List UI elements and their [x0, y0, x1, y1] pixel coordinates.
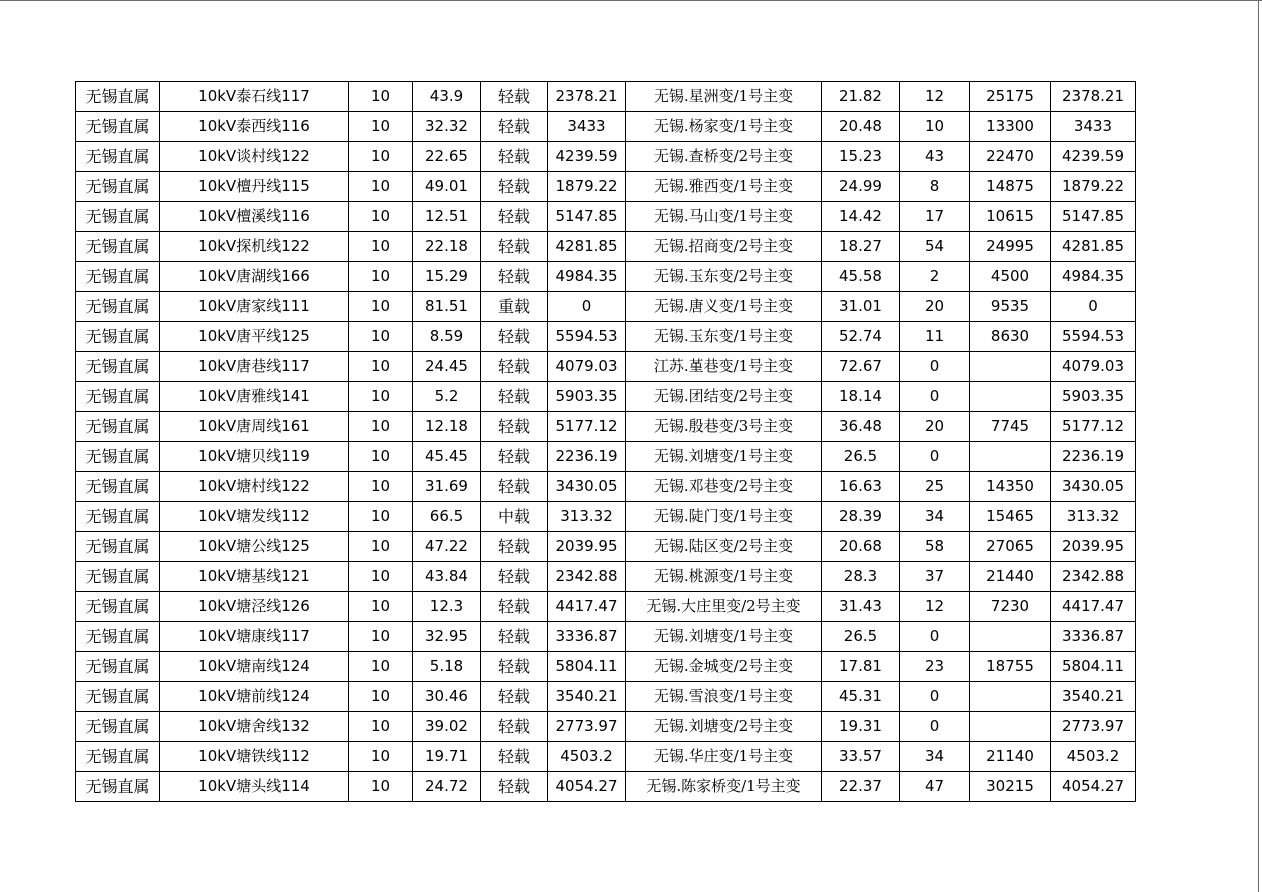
- table-row: [76, 82, 1136, 112]
- count-cell: 20: [900, 412, 970, 442]
- line-name-cell: 10kV塘康线117: [160, 622, 349, 652]
- load-status-cell: 轻载: [481, 472, 548, 502]
- table-row: [76, 202, 1136, 232]
- table-row: [76, 262, 1136, 292]
- voltage-cell: 10: [349, 352, 413, 382]
- load-rate-cell: 15.29: [413, 262, 481, 292]
- table-row: [76, 412, 1136, 442]
- transformer-load-rate-cell: 72.67: [822, 352, 900, 382]
- load-status-cell: 轻载: [481, 592, 548, 622]
- load-status-cell: 轻载: [481, 622, 548, 652]
- load-rate-cell: 30.46: [413, 682, 481, 712]
- unit-cell: 无锡直属: [76, 232, 160, 262]
- transformer-cell: 无锡.团结变/2号主变: [626, 382, 822, 412]
- line-name-cell: 10kV檀溪线116: [160, 202, 349, 232]
- available-capacity-cell: 5594.53: [548, 322, 626, 352]
- transformer-cell: 无锡.大庄里变/2号主变: [626, 592, 822, 622]
- unit-cell: 无锡直属: [76, 202, 160, 232]
- transformer-cell: 无锡.雪浪变/1号主变: [626, 682, 822, 712]
- load-rate-cell: 24.45: [413, 352, 481, 382]
- transformer-cell: 无锡.陈家桥变/1号主变: [626, 772, 822, 802]
- voltage-cell: 10: [349, 562, 413, 592]
- transformer-cell: 无锡.邓巷变/2号主变: [626, 472, 822, 502]
- load-status-cell: 轻载: [481, 712, 548, 742]
- load-status-cell: 轻载: [481, 742, 548, 772]
- table-row: [76, 292, 1136, 322]
- table-body: [76, 82, 1136, 802]
- load-status-cell: 轻载: [481, 532, 548, 562]
- margin-cell: 4503.2: [1051, 742, 1136, 772]
- load-rate-cell: 32.32: [413, 112, 481, 142]
- line-name-cell: 10kV唐巷线117: [160, 352, 349, 382]
- capacity-cell: 27065: [970, 532, 1051, 562]
- transformer-load-rate-cell: 21.82: [822, 82, 900, 112]
- voltage-cell: 10: [349, 382, 413, 412]
- available-capacity-cell: 2236.19: [548, 442, 626, 472]
- unit-cell: 无锡直属: [76, 172, 160, 202]
- table-row: [76, 142, 1136, 172]
- load-rate-cell: 43.9: [413, 82, 481, 112]
- load-rate-cell: 5.2: [413, 382, 481, 412]
- count-cell: 8: [900, 172, 970, 202]
- voltage-cell: 10: [349, 202, 413, 232]
- capacity-cell: 30215: [970, 772, 1051, 802]
- voltage-cell: 10: [349, 172, 413, 202]
- unit-cell: 无锡直属: [76, 442, 160, 472]
- line-name-cell: 10kV檀丹线115: [160, 172, 349, 202]
- load-rate-cell: 39.02: [413, 712, 481, 742]
- table-row: [76, 232, 1136, 262]
- count-cell: 23: [900, 652, 970, 682]
- line-name-cell: 10kV唐平线125: [160, 322, 349, 352]
- voltage-cell: 10: [349, 532, 413, 562]
- line-name-cell: 10kV唐周线161: [160, 412, 349, 442]
- table-row: [76, 712, 1136, 742]
- load-status-cell: 轻载: [481, 382, 548, 412]
- load-status-cell: 轻载: [481, 172, 548, 202]
- transformer-cell: 无锡.玉东变/2号主变: [626, 262, 822, 292]
- transformer-load-rate-cell: 36.48: [822, 412, 900, 442]
- transformer-cell: 无锡.杨家变/1号主变: [626, 112, 822, 142]
- margin-cell: 1879.22: [1051, 172, 1136, 202]
- unit-cell: 无锡直属: [76, 262, 160, 292]
- margin-cell: 2378.21: [1051, 82, 1136, 112]
- margin-cell: 4054.27: [1051, 772, 1136, 802]
- unit-cell: 无锡直属: [76, 562, 160, 592]
- voltage-cell: 10: [349, 442, 413, 472]
- available-capacity-cell: 4281.85: [548, 232, 626, 262]
- margin-cell: 5177.12: [1051, 412, 1136, 442]
- table-row: [76, 502, 1136, 532]
- available-capacity-cell: 5147.85: [548, 202, 626, 232]
- load-rate-cell: 22.18: [413, 232, 481, 262]
- capacity-cell: 7745: [970, 412, 1051, 442]
- available-capacity-cell: 4054.27: [548, 772, 626, 802]
- available-capacity-cell: 2342.88: [548, 562, 626, 592]
- count-cell: 0: [900, 682, 970, 712]
- transformer-load-rate-cell: 33.57: [822, 742, 900, 772]
- load-status-cell: 轻载: [481, 202, 548, 232]
- line-name-cell: 10kV唐雅线141: [160, 382, 349, 412]
- voltage-cell: 10: [349, 652, 413, 682]
- count-cell: 0: [900, 712, 970, 742]
- count-cell: 20: [900, 292, 970, 322]
- count-cell: 12: [900, 592, 970, 622]
- voltage-cell: 10: [349, 262, 413, 292]
- transformer-load-rate-cell: 20.48: [822, 112, 900, 142]
- load-status-cell: 轻载: [481, 352, 548, 382]
- line-name-cell: 10kV谈村线122: [160, 142, 349, 172]
- transformer-load-rate-cell: 22.37: [822, 772, 900, 802]
- voltage-cell: 10: [349, 502, 413, 532]
- capacity-cell: 9535: [970, 292, 1051, 322]
- voltage-cell: 10: [349, 292, 413, 322]
- available-capacity-cell: 3430.05: [548, 472, 626, 502]
- table-row: [76, 112, 1136, 142]
- capacity-cell: 25175: [970, 82, 1051, 112]
- line-name-cell: 10kV泰石线117: [160, 82, 349, 112]
- margin-cell: 4239.59: [1051, 142, 1136, 172]
- table-row: [76, 382, 1136, 412]
- unit-cell: 无锡直属: [76, 382, 160, 412]
- transformer-cell: 无锡.查桥变/2号主变: [626, 142, 822, 172]
- transformer-cell: 无锡.招商变/2号主变: [626, 232, 822, 262]
- count-cell: 12: [900, 82, 970, 112]
- transformer-load-rate-cell: 26.5: [822, 442, 900, 472]
- transformer-load-rate-cell: 14.42: [822, 202, 900, 232]
- table-row: [76, 652, 1136, 682]
- table-row: [76, 472, 1136, 502]
- load-status-cell: 轻载: [481, 322, 548, 352]
- margin-cell: 0: [1051, 292, 1136, 322]
- table-row: [76, 682, 1136, 712]
- load-rate-cell: 24.72: [413, 772, 481, 802]
- load-status-cell: 轻载: [481, 562, 548, 592]
- line-name-cell: 10kV探机线122: [160, 232, 349, 262]
- transformer-load-rate-cell: 18.14: [822, 382, 900, 412]
- voltage-cell: 10: [349, 232, 413, 262]
- table-row: [76, 562, 1136, 592]
- load-rate-cell: 22.65: [413, 142, 481, 172]
- voltage-cell: 10: [349, 712, 413, 742]
- voltage-cell: 10: [349, 622, 413, 652]
- available-capacity-cell: 1879.22: [548, 172, 626, 202]
- transformer-cell: 无锡.桃源变/1号主变: [626, 562, 822, 592]
- margin-cell: 5147.85: [1051, 202, 1136, 232]
- unit-cell: 无锡直属: [76, 142, 160, 172]
- unit-cell: 无锡直属: [76, 412, 160, 442]
- available-capacity-cell: 3540.21: [548, 682, 626, 712]
- unit-cell: 无锡直属: [76, 682, 160, 712]
- load-rate-cell: 31.69: [413, 472, 481, 502]
- load-status-cell: 轻载: [481, 112, 548, 142]
- load-status-cell: 轻载: [481, 142, 548, 172]
- load-rate-cell: 45.45: [413, 442, 481, 472]
- transformer-load-rate-cell: 24.99: [822, 172, 900, 202]
- transformer-cell: 无锡.马山变/1号主变: [626, 202, 822, 232]
- unit-cell: 无锡直属: [76, 472, 160, 502]
- line-name-cell: 10kV塘铁线112: [160, 742, 349, 772]
- line-name-cell: 10kV唐家线111: [160, 292, 349, 322]
- load-rate-cell: 12.3: [413, 592, 481, 622]
- capacity-cell: 21140: [970, 742, 1051, 772]
- margin-cell: 5903.35: [1051, 382, 1136, 412]
- capacity-cell: 15465: [970, 502, 1051, 532]
- table-row: [76, 742, 1136, 772]
- count-cell: 25: [900, 472, 970, 502]
- unit-cell: 无锡直属: [76, 322, 160, 352]
- count-cell: 11: [900, 322, 970, 352]
- margin-cell: 2773.97: [1051, 712, 1136, 742]
- available-capacity-cell: 4503.2: [548, 742, 626, 772]
- count-cell: 0: [900, 442, 970, 472]
- load-rate-cell: 8.59: [413, 322, 481, 352]
- unit-cell: 无锡直属: [76, 742, 160, 772]
- load-rate-cell: 43.84: [413, 562, 481, 592]
- available-capacity-cell: 3336.87: [548, 622, 626, 652]
- transformer-cell: 无锡.唐义变/1号主变: [626, 292, 822, 322]
- table-row: [76, 172, 1136, 202]
- unit-cell: 无锡直属: [76, 502, 160, 532]
- capacity-cell: 10615: [970, 202, 1051, 232]
- capacity-cell: 13300: [970, 112, 1051, 142]
- line-name-cell: 10kV塘南线124: [160, 652, 349, 682]
- available-capacity-cell: 3433: [548, 112, 626, 142]
- transformer-load-rate-cell: 17.81: [822, 652, 900, 682]
- count-cell: 54: [900, 232, 970, 262]
- available-capacity-cell: 2378.21: [548, 82, 626, 112]
- available-capacity-cell: 2773.97: [548, 712, 626, 742]
- capacity-cell: 24995: [970, 232, 1051, 262]
- voltage-cell: 10: [349, 682, 413, 712]
- load-status-cell: 轻载: [481, 652, 548, 682]
- capacity-cell: 22470: [970, 142, 1051, 172]
- count-cell: 34: [900, 502, 970, 532]
- capacity-cell: 14875: [970, 172, 1051, 202]
- voltage-cell: 10: [349, 742, 413, 772]
- load-rate-cell: 49.01: [413, 172, 481, 202]
- load-status-cell: 中载: [481, 502, 548, 532]
- margin-cell: 313.32: [1051, 502, 1136, 532]
- unit-cell: 无锡直属: [76, 622, 160, 652]
- load-status-cell: 轻载: [481, 232, 548, 262]
- voltage-cell: 10: [349, 412, 413, 442]
- transformer-load-rate-cell: 28.39: [822, 502, 900, 532]
- capacity-cell: [970, 622, 1051, 652]
- unit-cell: 无锡直属: [76, 532, 160, 562]
- line-name-cell: 10kV泰西线116: [160, 112, 349, 142]
- capacity-cell: [970, 382, 1051, 412]
- count-cell: 10: [900, 112, 970, 142]
- margin-cell: 5804.11: [1051, 652, 1136, 682]
- transformer-cell: 无锡.雅西变/1号主变: [626, 172, 822, 202]
- voltage-cell: 10: [349, 592, 413, 622]
- page-edge-right: [1258, 0, 1259, 892]
- table-row: [76, 622, 1136, 652]
- transformer-cell: 无锡.刘塘变/2号主变: [626, 712, 822, 742]
- load-status-cell: 轻载: [481, 772, 548, 802]
- capacity-cell: [970, 442, 1051, 472]
- margin-cell: 4417.47: [1051, 592, 1136, 622]
- capacity-cell: 21440: [970, 562, 1051, 592]
- capacity-cell: 4500: [970, 262, 1051, 292]
- load-rate-cell: 12.18: [413, 412, 481, 442]
- transformer-load-rate-cell: 26.5: [822, 622, 900, 652]
- count-cell: 47: [900, 772, 970, 802]
- transformer-cell: 无锡.星洲变/1号主变: [626, 82, 822, 112]
- margin-cell: 4281.85: [1051, 232, 1136, 262]
- transformer-cell: 无锡.刘塘变/1号主变: [626, 442, 822, 472]
- line-name-cell: 10kV唐湖线166: [160, 262, 349, 292]
- voltage-cell: 10: [349, 772, 413, 802]
- load-rate-cell: 66.5: [413, 502, 481, 532]
- transformer-load-rate-cell: 52.74: [822, 322, 900, 352]
- transformer-cell: 江苏.堇巷变/1号主变: [626, 352, 822, 382]
- unit-cell: 无锡直属: [76, 652, 160, 682]
- margin-cell: 2039.95: [1051, 532, 1136, 562]
- count-cell: 37: [900, 562, 970, 592]
- load-status-cell: 重载: [481, 292, 548, 322]
- load-rate-cell: 81.51: [413, 292, 481, 322]
- transformer-cell: 无锡.金城变/2号主变: [626, 652, 822, 682]
- count-cell: 17: [900, 202, 970, 232]
- margin-cell: 4984.35: [1051, 262, 1136, 292]
- transformer-cell: 无锡.华庄变/1号主变: [626, 742, 822, 772]
- line-name-cell: 10kV塘头线114: [160, 772, 349, 802]
- table-row: [76, 772, 1136, 802]
- feeder-load-table: [75, 81, 1136, 802]
- line-name-cell: 10kV塘前线124: [160, 682, 349, 712]
- unit-cell: 无锡直属: [76, 592, 160, 622]
- available-capacity-cell: 4417.47: [548, 592, 626, 622]
- line-name-cell: 10kV塘村线122: [160, 472, 349, 502]
- count-cell: 0: [900, 382, 970, 412]
- available-capacity-cell: 5804.11: [548, 652, 626, 682]
- line-name-cell: 10kV塘泾线126: [160, 592, 349, 622]
- transformer-load-rate-cell: 19.31: [822, 712, 900, 742]
- margin-cell: 3433: [1051, 112, 1136, 142]
- margin-cell: 3430.05: [1051, 472, 1136, 502]
- available-capacity-cell: 4984.35: [548, 262, 626, 292]
- transformer-load-rate-cell: 16.63: [822, 472, 900, 502]
- count-cell: 58: [900, 532, 970, 562]
- count-cell: 0: [900, 352, 970, 382]
- capacity-cell: 8630: [970, 322, 1051, 352]
- line-name-cell: 10kV塘公线125: [160, 532, 349, 562]
- load-rate-cell: 32.95: [413, 622, 481, 652]
- margin-cell: 5594.53: [1051, 322, 1136, 352]
- transformer-load-rate-cell: 45.58: [822, 262, 900, 292]
- table-row: [76, 352, 1136, 382]
- load-status-cell: 轻载: [481, 442, 548, 472]
- count-cell: 43: [900, 142, 970, 172]
- table-row: [76, 532, 1136, 562]
- unit-cell: 无锡直属: [76, 352, 160, 382]
- load-rate-cell: 12.51: [413, 202, 481, 232]
- available-capacity-cell: 2039.95: [548, 532, 626, 562]
- margin-cell: 2342.88: [1051, 562, 1136, 592]
- transformer-cell: 无锡.玉东变/1号主变: [626, 322, 822, 352]
- count-cell: 0: [900, 622, 970, 652]
- voltage-cell: 10: [349, 112, 413, 142]
- transformer-load-rate-cell: 31.43: [822, 592, 900, 622]
- load-status-cell: 轻载: [481, 682, 548, 712]
- line-name-cell: 10kV塘贝线119: [160, 442, 349, 472]
- load-rate-cell: 5.18: [413, 652, 481, 682]
- margin-cell: 2236.19: [1051, 442, 1136, 472]
- unit-cell: 无锡直属: [76, 292, 160, 322]
- table-row: [76, 442, 1136, 472]
- transformer-load-rate-cell: 31.01: [822, 292, 900, 322]
- unit-cell: 无锡直属: [76, 82, 160, 112]
- capacity-cell: [970, 352, 1051, 382]
- page-edge-top: [0, 0, 1262, 1]
- capacity-cell: 7230: [970, 592, 1051, 622]
- margin-cell: 4079.03: [1051, 352, 1136, 382]
- transformer-cell: 无锡.陆区变/2号主变: [626, 532, 822, 562]
- table-row: [76, 322, 1136, 352]
- unit-cell: 无锡直属: [76, 112, 160, 142]
- margin-cell: 3336.87: [1051, 622, 1136, 652]
- load-status-cell: 轻载: [481, 412, 548, 442]
- transformer-cell: 无锡.殷巷变/3号主变: [626, 412, 822, 442]
- load-rate-cell: 19.71: [413, 742, 481, 772]
- unit-cell: 无锡直属: [76, 772, 160, 802]
- transformer-load-rate-cell: 45.31: [822, 682, 900, 712]
- voltage-cell: 10: [349, 82, 413, 112]
- load-rate-cell: 47.22: [413, 532, 481, 562]
- line-name-cell: 10kV塘发线112: [160, 502, 349, 532]
- margin-cell: 3540.21: [1051, 682, 1136, 712]
- voltage-cell: 10: [349, 472, 413, 502]
- transformer-load-rate-cell: 20.68: [822, 532, 900, 562]
- available-capacity-cell: 4079.03: [548, 352, 626, 382]
- capacity-cell: [970, 682, 1051, 712]
- count-cell: 2: [900, 262, 970, 292]
- line-name-cell: 10kV塘舍线132: [160, 712, 349, 742]
- available-capacity-cell: 5177.12: [548, 412, 626, 442]
- available-capacity-cell: 4239.59: [548, 142, 626, 172]
- available-capacity-cell: 0: [548, 292, 626, 322]
- load-status-cell: 轻载: [481, 262, 548, 292]
- capacity-cell: [970, 712, 1051, 742]
- transformer-load-rate-cell: 15.23: [822, 142, 900, 172]
- capacity-cell: 18755: [970, 652, 1051, 682]
- voltage-cell: 10: [349, 142, 413, 172]
- transformer-cell: 无锡.陡门变/1号主变: [626, 502, 822, 532]
- capacity-cell: 14350: [970, 472, 1051, 502]
- transformer-load-rate-cell: 18.27: [822, 232, 900, 262]
- count-cell: 34: [900, 742, 970, 772]
- unit-cell: 无锡直属: [76, 712, 160, 742]
- line-name-cell: 10kV塘基线121: [160, 562, 349, 592]
- table-row: [76, 592, 1136, 622]
- available-capacity-cell: 5903.35: [548, 382, 626, 412]
- transformer-cell: 无锡.刘塘变/1号主变: [626, 622, 822, 652]
- voltage-cell: 10: [349, 322, 413, 352]
- load-status-cell: 轻载: [481, 82, 548, 112]
- available-capacity-cell: 313.32: [548, 502, 626, 532]
- transformer-load-rate-cell: 28.3: [822, 562, 900, 592]
